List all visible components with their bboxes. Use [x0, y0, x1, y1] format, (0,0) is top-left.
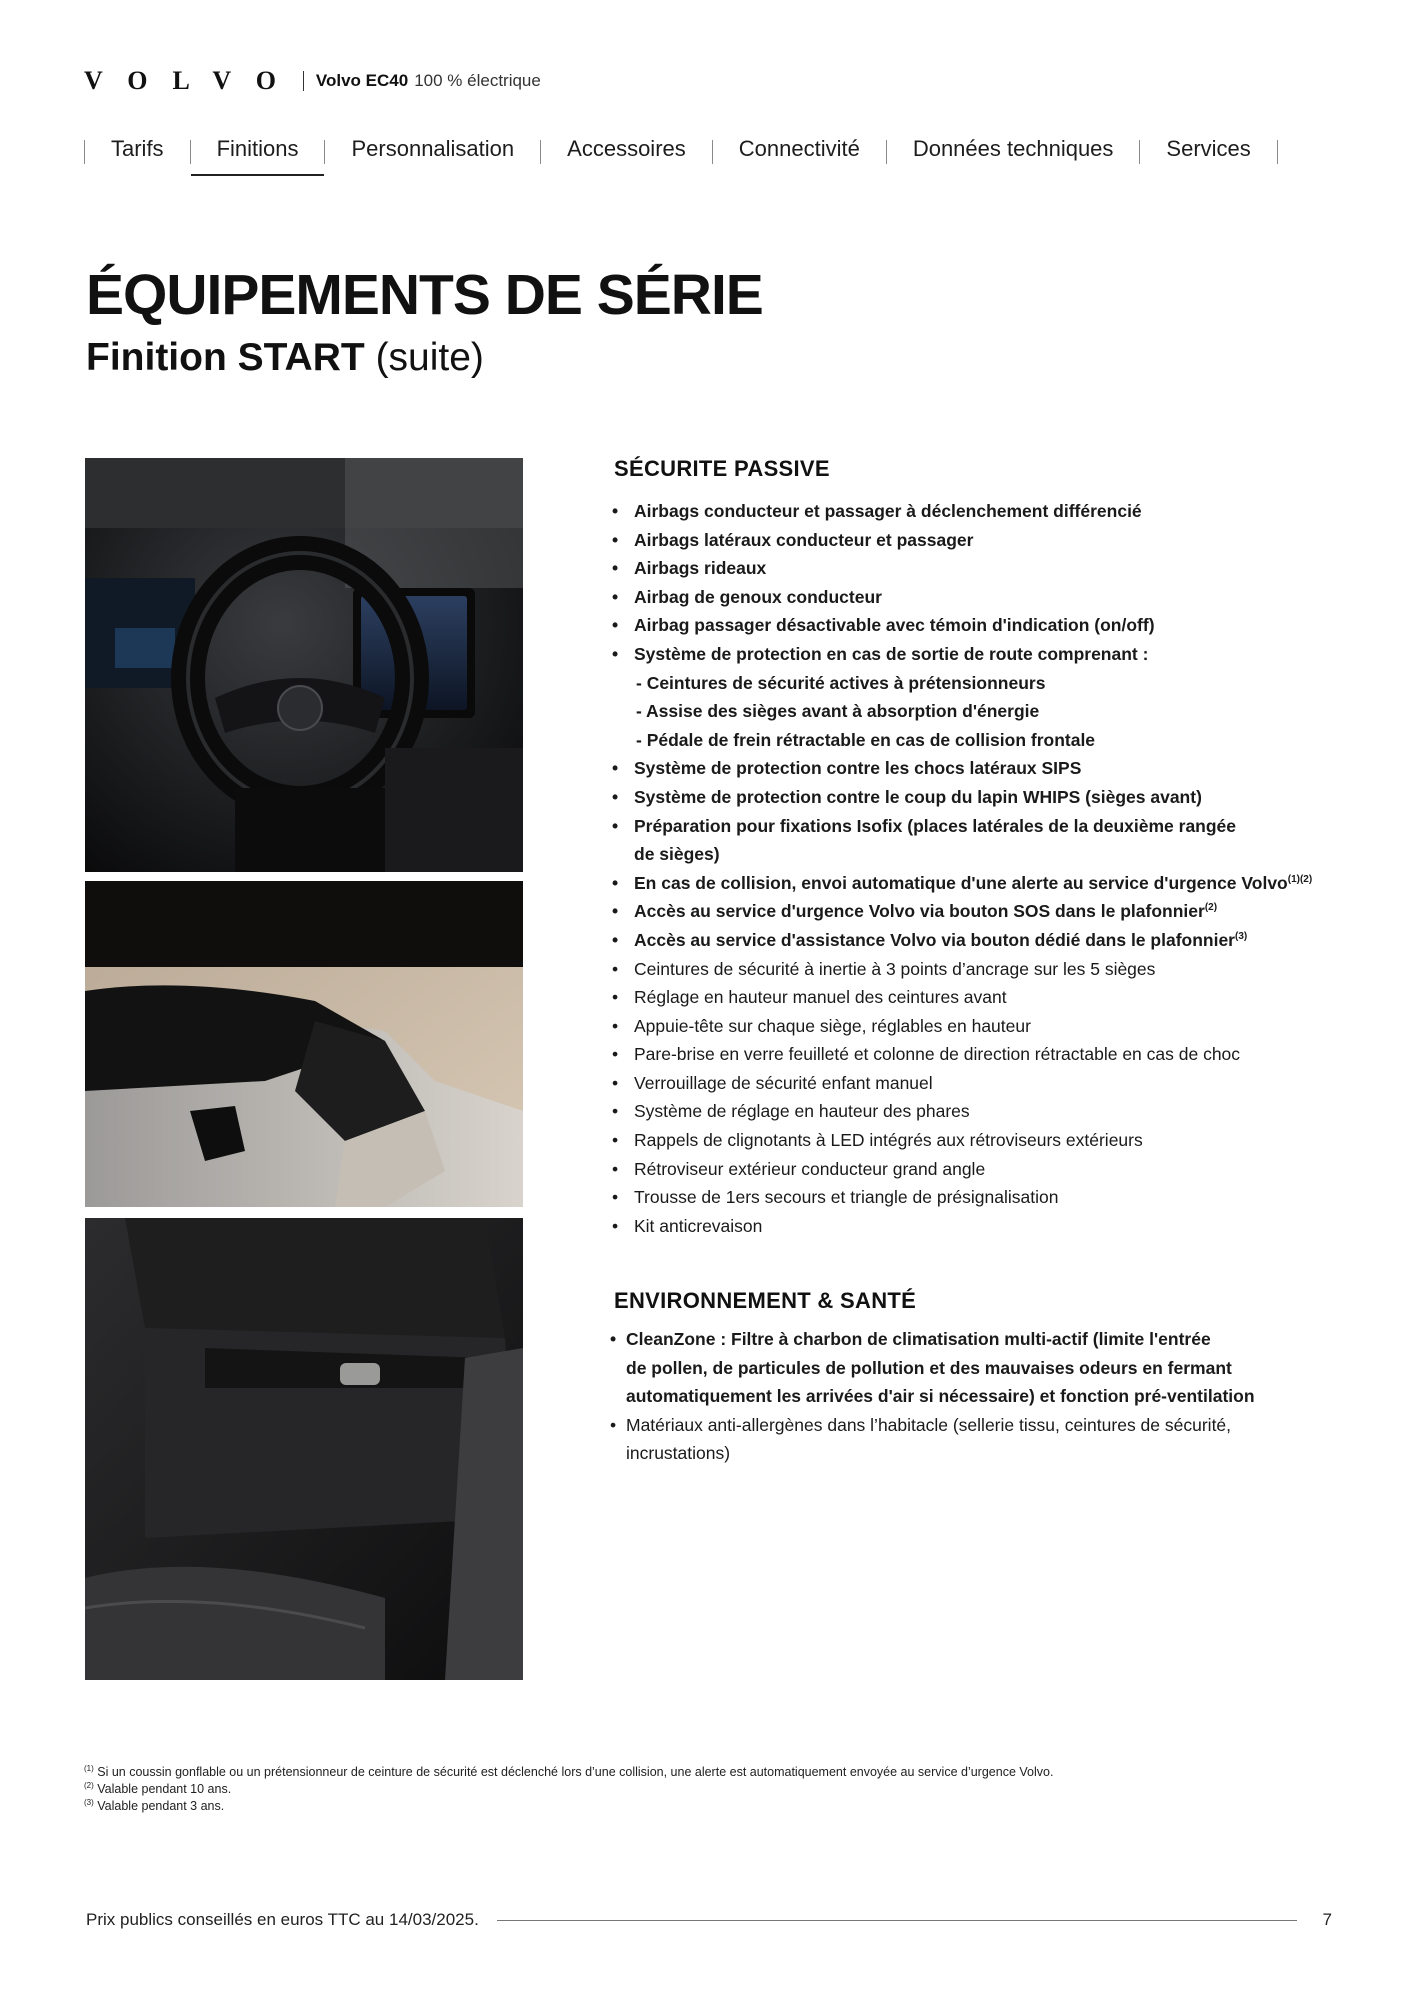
- list-item: • Airbags rideaux: [610, 554, 1350, 583]
- list-item: • Airbag passager désactivable avec témoin d'indication (on/off): [610, 611, 1350, 640]
- environnement-list: [610, 1325, 1310, 1468]
- list-item-text: En cas de collision, envoi automatique d'une alerte au service d'urgence Volvo: [634, 872, 1288, 893]
- list-item-continuation: de pollen, de particules de pollution et des mauvaises odeurs en fermant: [626, 1357, 1232, 1378]
- brand-separator: [303, 71, 304, 91]
- list-item: • Airbag de genoux conducteur: [610, 583, 1350, 612]
- list-item: • Système de protection en cas de sortie de route comprenant :: [610, 640, 1350, 669]
- car-roof-photo: [85, 881, 523, 1207]
- list-item-continuation: de sièges): [634, 844, 720, 865]
- footnote-ref: (1)(2): [1287, 873, 1313, 885]
- footnote: [84, 1764, 1053, 1781]
- brand-header: [84, 66, 541, 96]
- list-item: • CleanZone : Filtre à charbon de climatisation multi-actif (limite l'entrée: [610, 1325, 1310, 1354]
- list-item: • Verrouillage de sécurité enfant manuel: [610, 1069, 1350, 1098]
- page-title: ÉQUIPEMENTS DE SÉRIE: [86, 263, 763, 327]
- list-item: • Réglage en hauteur manuel des ceintures avant: [610, 983, 1350, 1012]
- footer-price-note: Prix publics conseillés en euros TTC au 14/03/2025.: [86, 1910, 479, 1929]
- nav-tab-accessoires[interactable]: Accessoires: [567, 136, 686, 161]
- list-item: • Trousse de 1ers secours et triangle de présignalisation: [610, 1183, 1350, 1212]
- footnote-text: Valable pendant 3 ans.: [97, 1799, 225, 1813]
- footnote: [84, 1798, 1053, 1815]
- list-item: • Système de protection contre les chocs latéraux SIPS: [610, 754, 1350, 783]
- nav-tab-finitions[interactable]: Finitions: [191, 132, 325, 172]
- page-footer: [86, 1910, 1332, 1930]
- nav-tab-donnees-techniques[interactable]: Données techniques: [912, 136, 1114, 161]
- footer-rule: [497, 1920, 1297, 1921]
- page-subtitle: [86, 336, 484, 380]
- nav-divider: [1277, 140, 1278, 164]
- model-subtitle: 100 % électrique: [414, 71, 541, 90]
- list-subitem: - Pédale de frein rétractable en cas de collision frontale: [636, 729, 1096, 750]
- nav-tab-services[interactable]: Services: [1166, 136, 1251, 161]
- list-item: • Kit anticrevaison: [610, 1212, 1350, 1241]
- footnote-mark: (1): [84, 1763, 94, 1773]
- list-item: • Appuie-tête sur chaque siège, réglables en hauteur: [610, 1012, 1350, 1041]
- list-item: [610, 926, 1350, 955]
- list-item: • Pare-brise en verre feuilleté et colonne de direction rétractable en cas de choc: [610, 1040, 1350, 1069]
- list-item: • Rappels de clignotants à LED intégrés aux rétroviseurs extérieurs: [610, 1126, 1350, 1155]
- list-item: [610, 869, 1350, 898]
- list-item-continuation: automatiquement les arrivées d'air si nécessaire) et fonction pré-ventilation: [626, 1386, 1255, 1407]
- list-item-continuation: incrustations): [626, 1443, 731, 1464]
- nav-tab-tarifs[interactable]: Tarifs: [111, 136, 164, 161]
- list-item: • Rétroviseur extérieur conducteur grand angle: [610, 1155, 1350, 1184]
- list-item: • Airbags conducteur et passager à déclenchement différencié: [610, 497, 1350, 526]
- footnote-text: Valable pendant 10 ans.: [97, 1782, 232, 1796]
- subtitle-light: (suite): [375, 336, 484, 379]
- list-item: • Ceintures de sécurité à inertie à 3 points d’ancrage sur les 5 sièges: [610, 955, 1350, 984]
- list-item: • Préparation pour fixations Isofix (places latérales de la deuxième rangée: [610, 812, 1350, 841]
- section-title-securite: SÉCURITE PASSIVE: [614, 456, 830, 481]
- list-item: • Système de réglage en hauteur des phares: [610, 1097, 1350, 1126]
- footnotes: [84, 1764, 1053, 1815]
- list-subitem: - Assise des sièges avant à absorption d'énergie: [636, 701, 1040, 722]
- footnote-text: Si un coussin gonflable ou un prétensionneur de ceinture de sécurité est déclenché lors d’une collision, une alerte est automatiquement envoyée au service d’urgence Volvo.: [97, 1765, 1054, 1779]
- list-item: • Système de protection contre le coup du lapin WHIPS (sièges avant): [610, 783, 1350, 812]
- subtitle-bold: Finition START: [86, 336, 365, 379]
- steering-wheel-photo: [85, 458, 523, 872]
- top-navigation: [84, 132, 1332, 172]
- page-number: 7: [1322, 1910, 1332, 1929]
- footnote: [84, 1781, 1053, 1798]
- list-item: • Matériaux anti-allergènes dans l’habitacle (sellerie tissu, ceintures de sécurité,: [610, 1411, 1310, 1440]
- footnote-mark: (3): [84, 1797, 94, 1807]
- list-item-text: Accès au service d'urgence Volvo via bouton SOS dans le plafonnier: [634, 901, 1205, 922]
- list-item: [610, 897, 1350, 926]
- list-item: • Airbags latéraux conducteur et passager: [610, 526, 1350, 555]
- volvo-logo[interactable]: VOLVO: [84, 66, 301, 95]
- nav-tab-connectivite[interactable]: Connectivité: [738, 136, 860, 161]
- footnote-ref: (2): [1204, 902, 1218, 914]
- list-item-text: Accès au service d'assistance Volvo via bouton dédié dans le plafonnier: [634, 929, 1235, 950]
- nav-tab-personnalisation[interactable]: Personnalisation: [351, 136, 515, 161]
- list-subitem: - Ceintures de sécurité actives à prétensionneurs: [636, 672, 1046, 693]
- model-name: Volvo EC40: [315, 71, 409, 90]
- footnote-mark: (2): [84, 1780, 94, 1790]
- section-title-environnement: ENVIRONNEMENT & SANTÉ: [614, 1288, 917, 1313]
- footnote-ref: (3): [1235, 931, 1248, 943]
- securite-list: [610, 497, 1350, 1240]
- door-panel-photo: [85, 1218, 523, 1680]
